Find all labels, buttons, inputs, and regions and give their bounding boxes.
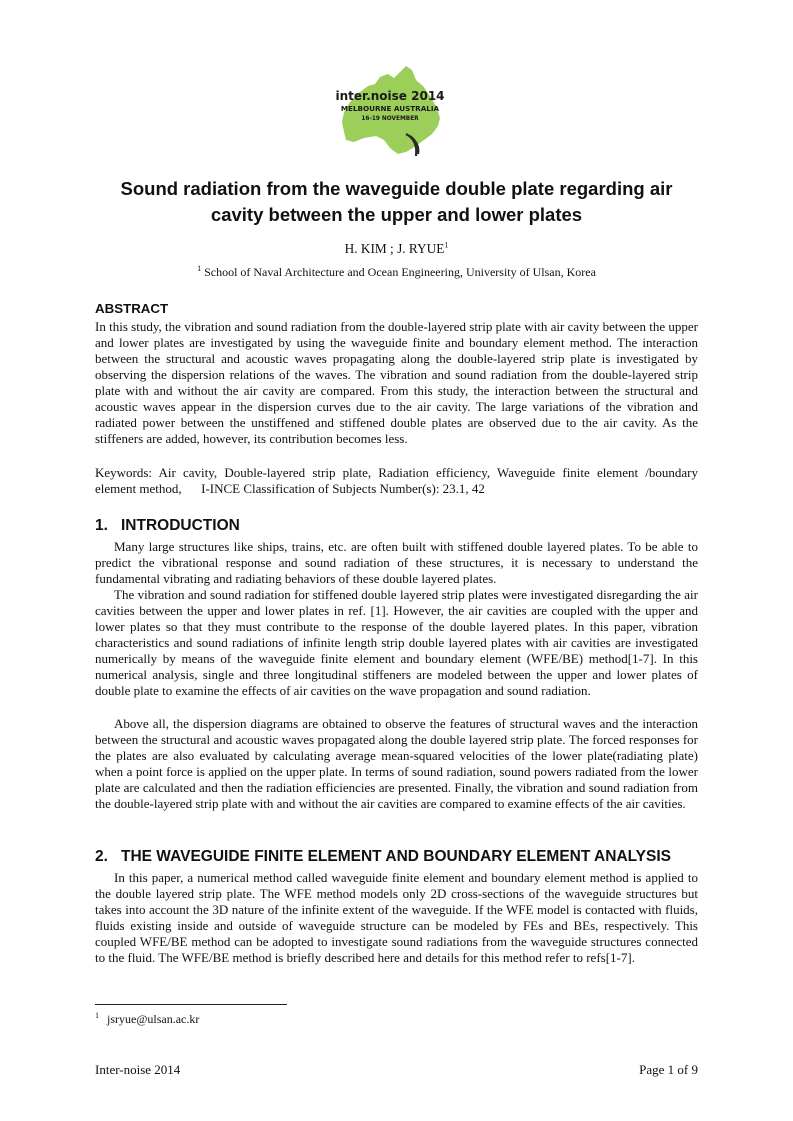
section-1-number: 1.: [95, 517, 108, 534]
logo-name: inter.noise 2014: [335, 89, 445, 103]
intro-paragraph-3: Above all, the dispersion diagrams are obtained to observe the features of structural waves and the interaction between the structural and acoustic waves propagated along the double layered strip plate. The forced responses for the plates are also evaluated by calculating average mean-squared velocities of the lower plate(radiating plate) when a point force is applied on the upper plate. In terms of sound radiation, sound powers radiated from the lower plate are calculated and then the radiation efficiencies are presented. Finally, the vibration and sound radiation from the double-layered strip plate with and without the air cavities are compared to examine effects of the air cavities.: [95, 716, 698, 812]
keywords-paragraph: [95, 465, 698, 497]
logo-location: MELBOURNE AUSTRALIA: [340, 104, 440, 113]
author-line: [95, 241, 698, 257]
title-line-1: Sound radiation from the waveguide double plate regarding air: [120, 178, 673, 199]
section-2-title: THE WAVEGUIDE FINITE ELEMENT AND BOUNDARY ELEMENT ANALYSIS: [121, 848, 672, 865]
affiliation-marker: 1: [197, 264, 202, 273]
keywords-classification: I-INCE Classification of Subjects Number(s): 23.1, 42: [201, 481, 485, 497]
section-2-heading: [95, 848, 715, 866]
footer-page-number: Page 1 of 9: [639, 1062, 698, 1077]
footer-conference: Inter-noise 2014: [95, 1062, 181, 1077]
keywords-label: Keywords:: [95, 465, 153, 480]
wfe-paragraph-1: In this paper, a numerical method called waveguide finite element and boundary element method is applied to the double layered strip plate. The WFE method models only 2D cross-sections of the waveguide structures but takes into account the 3D nature of the infinite extent of the waveguide. If the WFE model is contacted with fluids, fluids existing inside and outside of waveguide structure can be modeled by FEs and BEs, respectively. This coupled WFE/BE method can be adopted to investigate sound radiations from the waveguide structures connected to the fluid. The WFE/BE method is briefly described here and details for this method refer to refs[1-7].: [95, 870, 698, 966]
affiliation-text: School of Naval Architecture and Ocean Engineering, University of Ulsan, Korea: [204, 265, 596, 279]
keywords-text: Air cavity, Double-layered strip plate, Radiation efficiency, Waveguide finite element /boundary element method,: [95, 465, 698, 497]
footnote-email: jsryue@ulsan.ac.kr: [107, 1012, 200, 1026]
section-2-number: 2.: [95, 848, 108, 865]
author-affiliation-marker: 1: [444, 240, 449, 250]
footnote: [95, 1012, 199, 1026]
section-1-title: INTRODUCTION: [121, 517, 240, 534]
logo-dates: 16-19 NOVEMBER: [361, 116, 419, 122]
author-names: H. KIM ; J. RYUE: [344, 241, 445, 256]
title-line-2: cavity between the upper and lower plates: [210, 204, 583, 225]
paper-title: [95, 176, 698, 228]
abstract-text: In this study, the vibration and sound radiation from the double-layered strip plate with air cavity between the upper and lower plates are investigated by using the waveguide finite and boundary element method. The interaction between the structural and acoustic waves propagating along the double-layered strip plate is investigated by observing the dispersion relations of the waves. The vibration and sound radiation from the double-layered strip plate with and without the air cavity are compared. From this study, the interaction between the structural and acoustic waves appear in the dispersion curves due to the air cavity. The large variations of the vibration and radiated power between the unstiffened and stiffened double plates are observed due to the air cavity. As the stiffeners are added, however, its contribution becomes less.: [95, 319, 698, 447]
conference-logo: [320, 62, 470, 162]
abstract-heading: ABSTRACT: [95, 301, 169, 316]
intro-paragraph-2: The vibration and sound radiation for stiffened double layered strip plates were investigated disregarding the air cavities between the upper and lower plates in ref. [1]. However, the air cavities are coupled with the upper and lower plates so that they must contribute to the response of the double layered plates. In this paper, vibration characteristics and sound radiations of infinite length strip double layered plates with air cavities are investigated numerically by means of the waveguide finite element and boundary element (WFE/BE) method[1-7]. In this numerical analysis, single and three longitudinal stiffeners are modeled between the upper and lower plates of double plate to examine the effects of air cavities on the wave propagation and sound radiation.: [95, 587, 698, 699]
footnote-marker: 1: [95, 1011, 99, 1020]
footnote-divider: [95, 1004, 287, 1005]
affiliation-line: [95, 265, 698, 280]
intro-paragraph-1: Many large structures like ships, trains, etc. are often built with stiffened double layered plates. To be able to predict the vibrational response and sound radiation of these structures, it is necessary to understand the fundamental vibrating and radiating behaviors of these double layered plates.: [95, 539, 698, 587]
section-1-heading: [95, 517, 715, 535]
